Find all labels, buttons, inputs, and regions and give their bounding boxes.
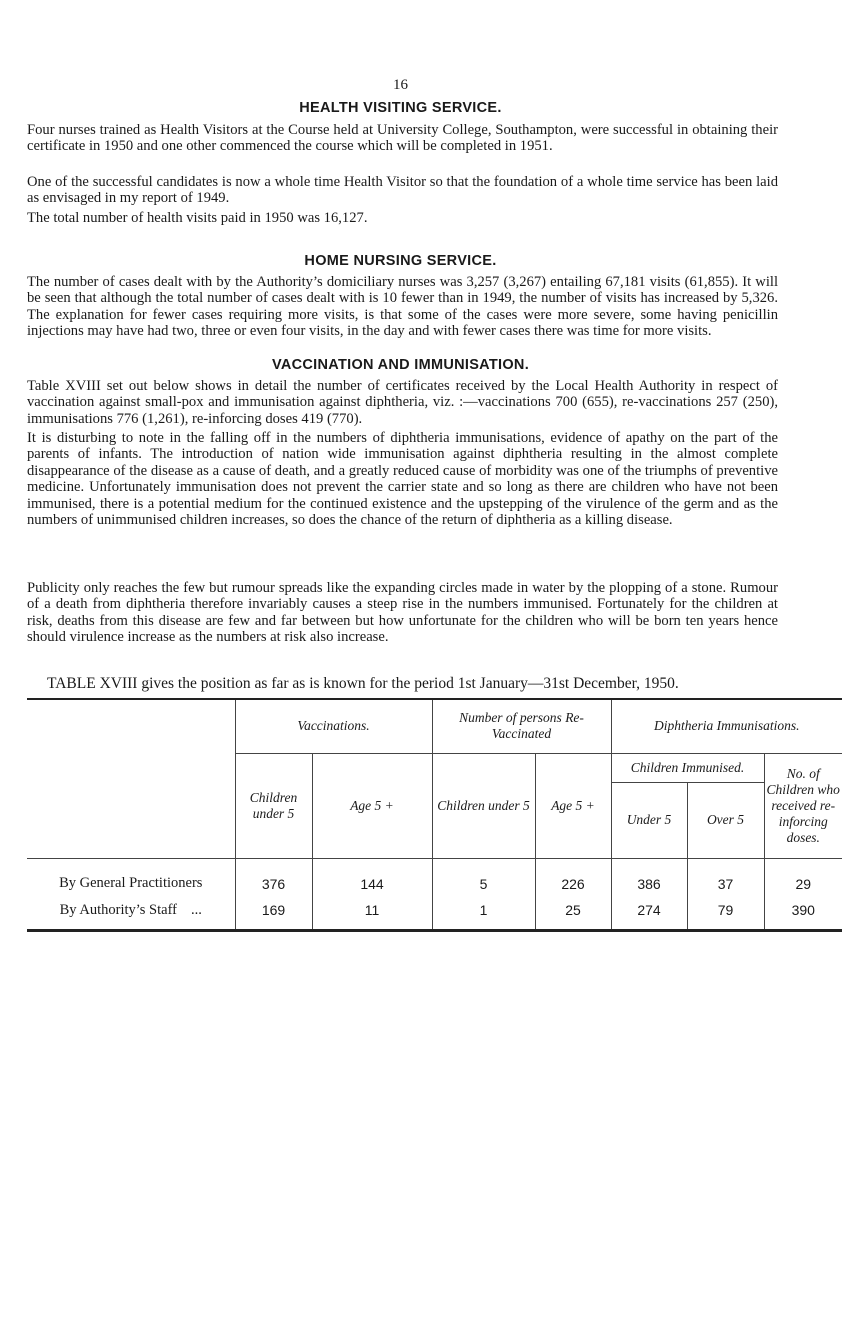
table-cell: 274 <box>611 892 687 930</box>
header-children-under-5: Children under 5 <box>235 753 312 858</box>
table-cell: 29 <box>764 858 842 892</box>
row-label: By General Practitioners <box>27 858 235 892</box>
table-cell: 25 <box>535 892 611 930</box>
paragraph: Table XVIII set out below shows in detail the number of certificates received by the Local Health Authority in respect of vaccination against small-pox and immunisation against diphtheria, viz. :—vaccinations 700 (655), re-vaccinations 257 (250), immunisations 776 (1,261), re-inforcing doses 419 (770). <box>27 378 778 427</box>
paragraph: The total number of health visits paid in 1950 was 16,127. <box>27 210 368 226</box>
row-label: By Authority’s Staff ... <box>27 892 235 930</box>
header-vaccinations: Vaccinations. <box>235 699 432 753</box>
table-cell: 386 <box>611 858 687 892</box>
header-children-under-5: Children under 5 <box>432 753 535 858</box>
paragraph: Publicity only reaches the few but rumour spreads like the expanding circles made in water by the plopping of a stone. Rumour of a death from diphtheria therefore invariably causes a steep rise in the numbers immunised. Fortunately for the children at risk, deaths from this disease are few and far between but how unfortunate for the children who will be born ten years hence should virulence increase as the numbers at risk also increase. <box>27 580 778 646</box>
header-age-5-plus: Age 5 + <box>312 753 432 858</box>
header-over-5: Over 5 <box>687 782 764 858</box>
table-cell: 79 <box>687 892 764 930</box>
leader-dots: ... <box>190 901 202 918</box>
paragraph: Four nurses trained as Health Visitors at the Course held at University College, Southampton, were successful in obtaining their certificate in 1950 and one other commenced the course which will be completed in 1951. <box>27 122 778 155</box>
table-cell: 144 <box>312 858 432 892</box>
table-cell: 390 <box>764 892 842 930</box>
table-cell: 5 <box>432 858 535 892</box>
table-xviii <box>27 698 842 932</box>
corner-cell <box>27 699 235 753</box>
header-children-immunised: Children Immunised. <box>611 753 764 782</box>
blank-cell <box>27 753 235 858</box>
header-under-5: Under 5 <box>611 782 687 858</box>
paragraph: One of the successful candidates is now a whole time Health Visitor so that the foundation of a whole time service has been laid as envisaged in my report of 1949. <box>27 174 778 207</box>
table-cell: 11 <box>312 892 432 930</box>
paragraph: The number of cases dealt with by the Authority’s domiciliary nurses was 3,257 (3,267) entailing 67,181 visits (61,855). It will be seen that although the total number of cases dealt with is 10 fewer than in 1949, the number of visits has increased by 5,326. The explanation for fewer cases requiring more visits, is that some of the cases were more severe, some having penicillin injections may have had two, three or even four visits, in the day and with fewer cases there was time for more visits. <box>27 274 778 340</box>
header-diphtheria: Diphtheria Immunisations. <box>611 699 842 753</box>
table-cell: 1 <box>432 892 535 930</box>
header-revaccinated: Number of persons Re-Vaccinated <box>432 699 611 753</box>
table-cell: 37 <box>687 858 764 892</box>
heading-home-nursing: HOME NURSING SERVICE. <box>304 253 497 269</box>
paragraph: It is disturbing to note in the falling off in the numbers of diphtheria immunisations, evidence of apathy on the part of the parents of infants. The introduction of nation wide immunisation against diphtheria resulting in the almost complete disappearance of the disease as a cause of death, and a greatly reduced cause of morbidity was one of the triumphs of preventive medicine. Unfortunately immunisation does not prevent the carrier state and so long as there are children who have not been immunised, there is a potential medium for the continued existence and the upstepping of the virulence of the germ and as the numbers of unimmunised children increases, so does the chance of the return of diphtheria as a killing disease. <box>27 430 778 529</box>
table-cell: 169 <box>235 892 312 930</box>
page-number: 16 <box>393 77 408 93</box>
heading-vaccination: VACCINATION AND IMMUNISATION. <box>271 357 530 373</box>
header-reinforcing-doses: No. of Children who received re-inforcing doses. <box>764 753 842 858</box>
table-cell: 376 <box>235 858 312 892</box>
table-intro: TABLE XVIII gives the position as far as is known for the period 1st January—31st December, 1950. <box>47 675 679 692</box>
header-age-5-plus: Age 5 + <box>535 753 611 858</box>
table-cell: 226 <box>535 858 611 892</box>
heading-health-visiting: HEALTH VISITING SERVICE. <box>299 100 502 116</box>
